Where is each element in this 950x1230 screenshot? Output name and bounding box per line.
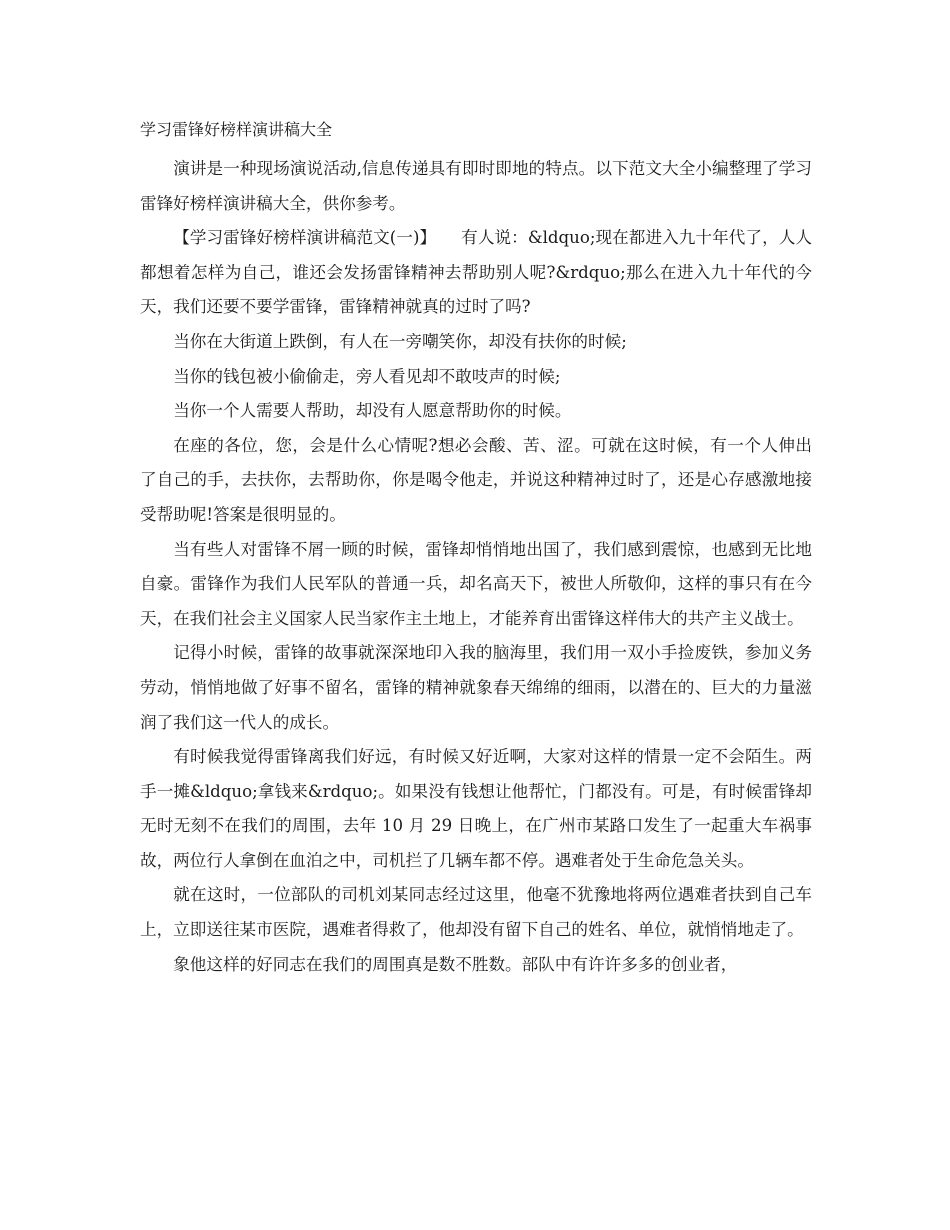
paragraph-9: 有时候我觉得雷锋离我们好远，有时候又好近啊，大家对这样的情景一定不会陌生。两手一摊&ldquo;拿钱来&rdquo;。如果没有钱想让他帮忙，门都没有。可是，有时候雷锋却无时无刻不在我们的周围，去年 10 月 29 日晚上，在广州市某路口发生了一起重大车祸事故，两位行人拿倒在血泊之中，司机拦了几辆车都不停。遇难者处于生命危急关头。 (140, 747, 812, 870)
paragraph-6: 在座的各位，您，会是什么心情呢?想必会酸、苦、涩。可就在这时候，有一个人伸出了自己的手，去扶你，去帮助你，你是喝令他走，并说这种精神过时了，还是心存感激地接受帮助呢!答案是很明显的。 (140, 435, 812, 524)
paragraph-8: 记得小时候，雷锋的故事就深深地印入我的脑海里，我们用一双小手捡废铁，参加义务劳动，悄悄地做了好事不留名，雷锋的精神就象春天绵绵的细雨，以潜在的、巨大的力量滋润了我们这一代人的成长。 (140, 643, 812, 732)
paragraph-1: 演讲是一种现场演说活动,信息传递具有即时即地的特点。以下范文大全小编整理了学习雷锋好榜样演讲稿大全，供你参考。 (140, 159, 812, 213)
paragraph-7: 当有些人对雷锋不屑一顾的时候，雷锋却悄悄地出国了，我们感到震惊，也感到无比地自豪。雷锋作为我们人民军队的普通一兵，却名高天下，被世人所敬仰，这样的事只有在今天，在我们社会主义国家人民当家作主土地上，才能养育出雷锋这样伟大的共产主义战士。 (140, 539, 812, 628)
paragraph-10: 就在这时，一位部队的司机刘某同志经过这里，他毫不犹豫地将两位遇难者扶到自己车上，立即送往某市医院，遇难者得救了，他却没有留下自己的姓名、单位，就悄悄地走了。 (140, 885, 812, 940)
document-body (140, 152, 812, 982)
paragraph-2: 【学习雷锋好榜样演讲稿范文(一)】 有人说：&ldquo;现在都进入九十年代了，人人都想着怎样为自己，谁还会发扬雷锋精神去帮助别人呢?&rdquo;那么在进入九十年代的今天，我们还要不要学雷锋，雷锋精神就真的过时了吗? (140, 228, 812, 317)
paragraph-4: 当你的钱包被小偷偷走，旁人看见却不敢吱声的时候; (173, 366, 561, 386)
paragraph-3: 当你在大街道上跌倒，有人在一旁嘲笑你，却没有扶你的时候; (173, 331, 627, 351)
paragraph-11: 象他这样的好同志在我们的周围真是数不胜数。部队中有许许多多的创业者， (173, 954, 738, 974)
paragraph-5: 当你一个人需要人帮助，却没有人愿意帮助你的时候。 (173, 401, 572, 421)
document-title: 学习雷锋好榜样演讲稿大全 (140, 120, 333, 139)
